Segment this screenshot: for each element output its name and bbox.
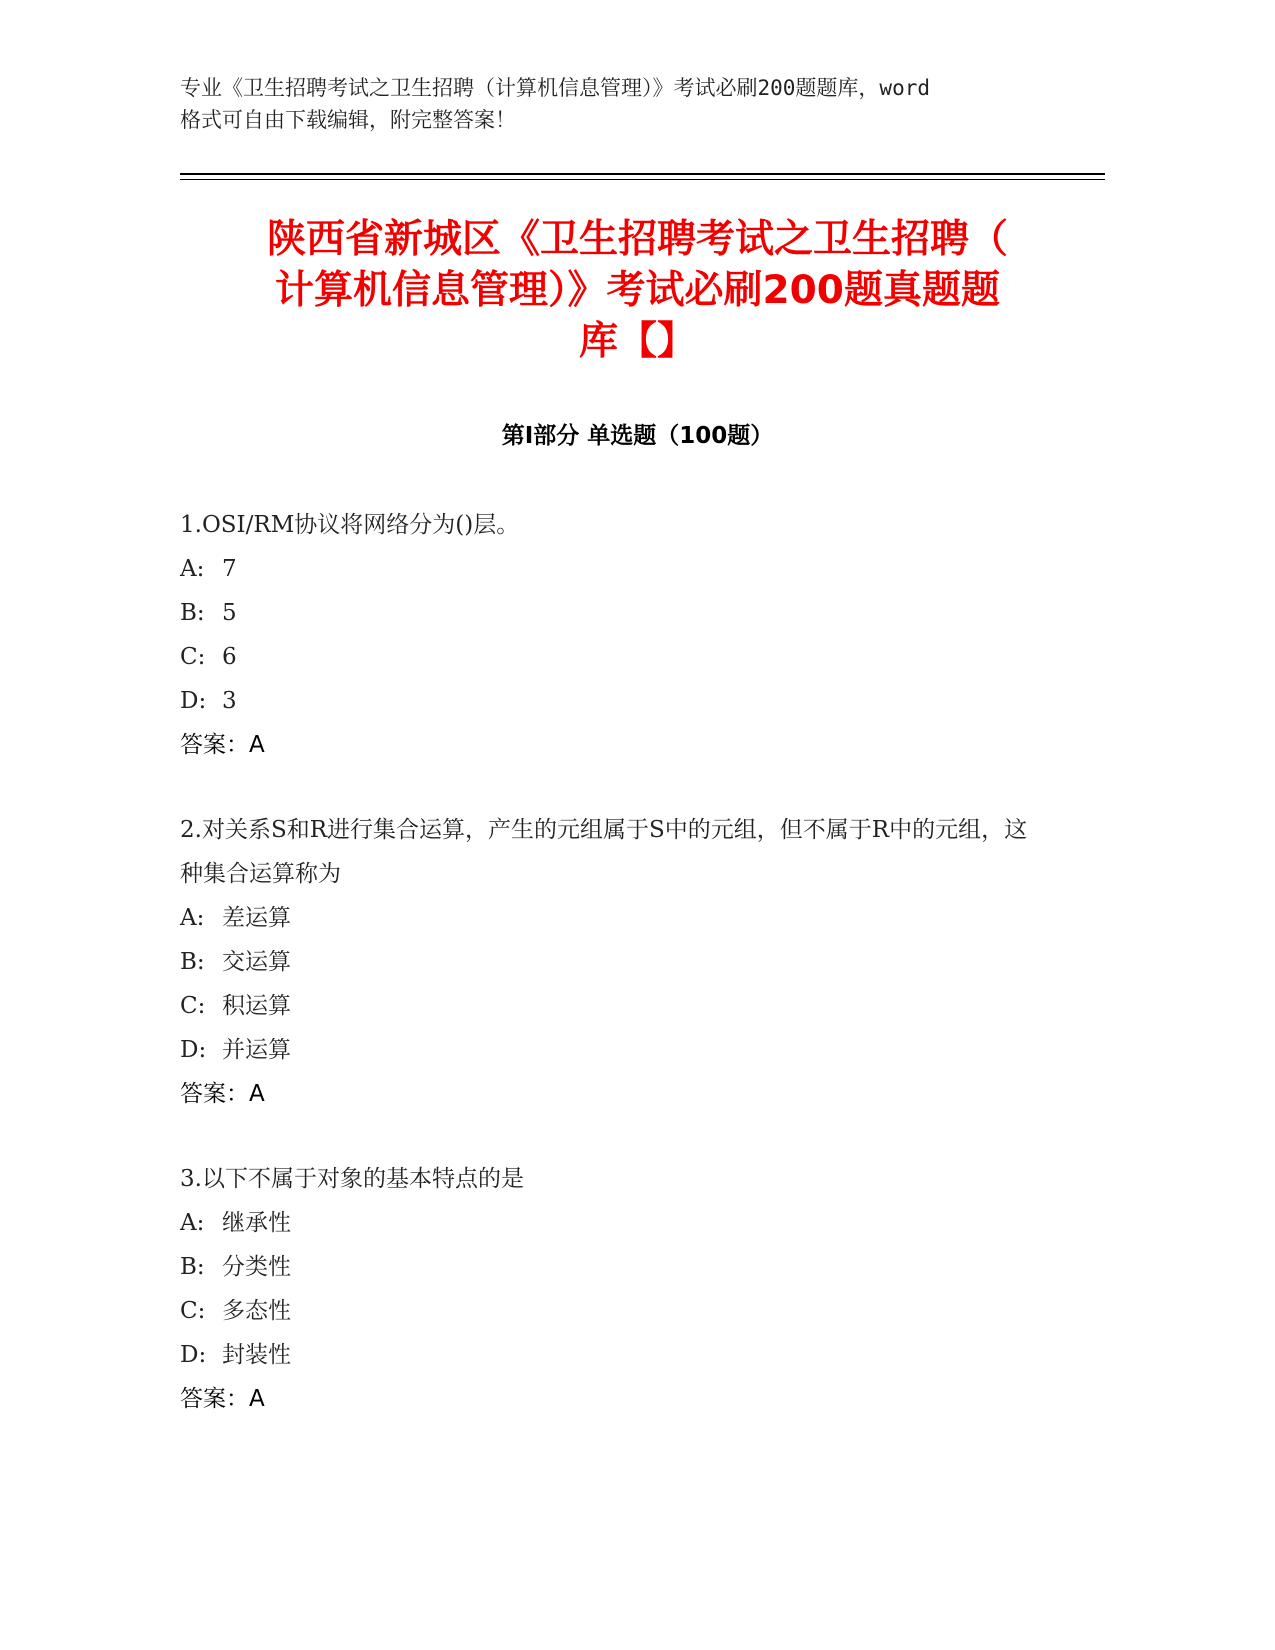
option-key: A:: [180, 905, 205, 931]
option-text: 继承性: [222, 1210, 291, 1236]
option-text: 封装性: [222, 1342, 291, 1368]
option-b: [180, 940, 1040, 984]
option-a: [180, 547, 1040, 591]
header-divider-thick: [180, 173, 1105, 175]
header-divider-thin: [180, 179, 1105, 180]
option-d: [180, 679, 1040, 723]
option-text: 交运算: [222, 949, 291, 975]
answer-value: A: [249, 732, 265, 758]
option-a: [180, 1201, 1040, 1245]
option-key: A:: [180, 1210, 205, 1236]
title-line-3: 库【】: [578, 319, 696, 364]
option-text: 积运算: [222, 993, 291, 1019]
option-c: [180, 1289, 1040, 1333]
option-key: B:: [180, 949, 205, 975]
option-key: C:: [180, 644, 206, 670]
answer-line: [180, 723, 1040, 767]
option-d: [180, 1333, 1040, 1377]
option-text: 5: [222, 600, 237, 626]
option-text: 多态性: [222, 1298, 291, 1324]
page-header: [180, 72, 1100, 136]
question-stem: 3.以下不属于对象的基本特点的是: [180, 1166, 524, 1192]
option-text: 分类性: [222, 1254, 291, 1280]
answer-value: A: [249, 1081, 265, 1107]
question-3: [180, 1157, 1040, 1421]
option-c: [180, 635, 1040, 679]
option-key: C:: [180, 993, 206, 1019]
option-text: 7: [222, 556, 237, 582]
section-heading: 第Ⅰ部分 单选题（100题）: [501, 423, 774, 449]
question-1: [180, 503, 1040, 767]
question-2: [180, 808, 1040, 1116]
option-b: [180, 1245, 1040, 1289]
answer-line: [180, 1377, 1040, 1421]
option-c: [180, 984, 1040, 1028]
question-stem: 1.OSI/RM协议将网络分为()层。: [180, 512, 520, 538]
option-key: B:: [180, 600, 205, 626]
answer-label: 答案：: [180, 1081, 249, 1107]
answer-value: A: [249, 1386, 265, 1412]
option-key: C:: [180, 1298, 206, 1324]
document-title: [150, 214, 1125, 367]
option-text: 并运算: [222, 1037, 291, 1063]
option-a: [180, 896, 1040, 940]
option-d: [180, 1028, 1040, 1072]
option-key: D:: [180, 1342, 207, 1368]
question-stem: 2.对关系S和R进行集合运算，产生的元组属于S中的元组，但不属于R中的元组，这种集合运算称为: [180, 817, 1028, 887]
option-text: 3: [222, 688, 237, 714]
title-line-2: 计算机信息管理）》考试必刷200题真题题: [275, 268, 1000, 313]
answer-label: 答案：: [180, 732, 249, 758]
option-key: B:: [180, 1254, 205, 1280]
header-line-1: 专业《卫生招聘考试之卫生招聘（计算机信息管理）》考试必刷200题题库，word: [180, 76, 930, 100]
option-key: A:: [180, 556, 205, 582]
option-b: [180, 591, 1040, 635]
answer-label: 答案：: [180, 1386, 249, 1412]
title-line-1: 陕西省新城区《卫生招聘考试之卫生招聘（: [266, 217, 1008, 262]
answer-line: [180, 1072, 1040, 1116]
option-key: D:: [180, 1037, 207, 1063]
option-key: D:: [180, 688, 207, 714]
option-text: 6: [222, 644, 237, 670]
header-line-2: 格式可自由下载编辑，附完整答案！: [180, 108, 516, 132]
option-text: 差运算: [222, 905, 291, 931]
